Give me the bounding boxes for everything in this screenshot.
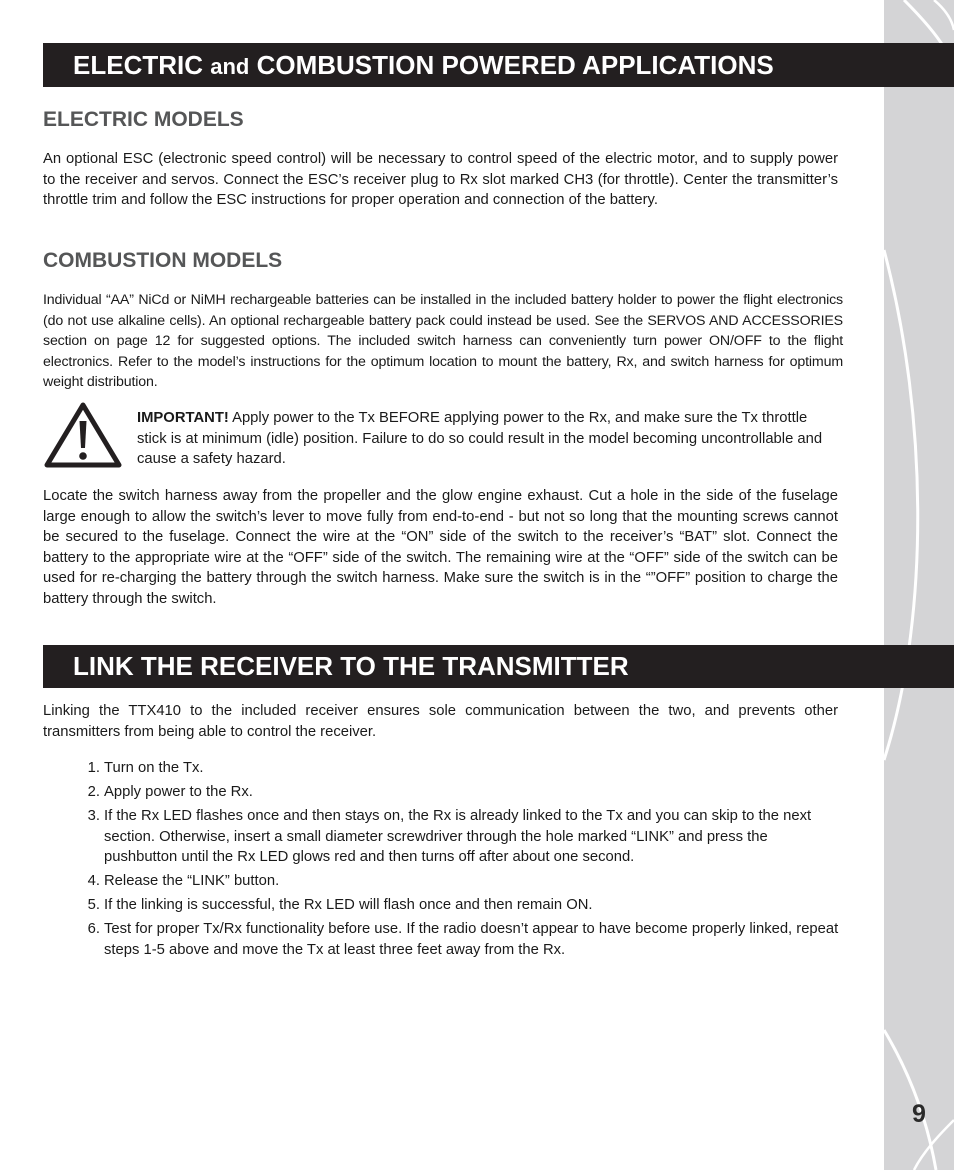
step-number: 3. xyxy=(87,808,100,824)
list-item xyxy=(80,758,842,779)
banner-title-part-1: ELECTRIC xyxy=(73,50,203,80)
step-number: 2. xyxy=(87,784,100,800)
combustion-models-heading: COMBUSTION MODELS xyxy=(43,249,283,272)
step-number: 1. xyxy=(87,760,100,776)
step-text: Release the “LINK” button. xyxy=(104,873,280,889)
list-item xyxy=(80,871,842,892)
section-banner-link-receiver xyxy=(43,645,954,688)
step-text: If the Rx LED flashes once and then stays on, the Rx is already linked to the Tx and you can skip to the next section. Otherwise, insert a small diameter screwdriver through the hole marked “LINK” and press the pushbutton until the Rx LED glows red and then turns off after about one second. xyxy=(104,808,812,865)
link-steps-list xyxy=(80,758,842,964)
list-item xyxy=(80,895,842,916)
page-number: 9 xyxy=(912,1100,926,1128)
step-text: If the linking is successful, the Rx LED will flash once and then remain ON. xyxy=(104,897,593,913)
step-number: 6. xyxy=(87,921,100,937)
list-item xyxy=(80,806,842,868)
switch-harness-text: Locate the switch harness away from the propeller and the glow engine exhaust. Cut a hole in the side of the fuselage large enough to allow the switch’s lever to move fully from end-to-end - but not so long that the mounting screws cannot be secured to the fuselage. Connect the wire at the “ON” side of the switch to the receiver’s “BAT” slot. Connect the battery to the appropriate wire at the “OFF” side of the switch. The remaining wire at the “OFF” side of the switch can be used for re-charging the battery through the switch harness. Make sure the switch is in the “”OFF” position to charge the battery through the switch. xyxy=(43,488,838,607)
decorative-arcs xyxy=(884,0,954,1170)
step-text: Test for proper Tx/Rx functionality before use. If the radio doesn’t appear to have become properly linked, repeat steps 1-5 above and move the Tx at least three feet away from the Rx. xyxy=(104,921,839,958)
section-banner-electric-combustion xyxy=(43,43,954,87)
step-number: 4. xyxy=(87,873,100,889)
electric-models-text: An optional ESC (electronic speed control) will be necessary to control speed of the electric motor, and to supply power to the receiver and servos. Connect the ESC’s receiver plug to Rx slot marked CH3 (for throttle). Center the transmitter’s throttle trim and follow the ESC instructions for proper operation and connection of the battery. xyxy=(43,151,838,208)
banner-title-and: and xyxy=(210,54,250,79)
step-text: Turn on the Tx. xyxy=(104,760,204,776)
step-number: 5. xyxy=(87,897,100,913)
list-item xyxy=(80,782,842,803)
important-notice xyxy=(137,408,839,470)
important-label: IMPORTANT! xyxy=(137,410,229,426)
banner-title-part-2: COMBUSTION POWERED APPLICATIONS xyxy=(256,50,774,80)
electric-models-heading: ELECTRIC MODELS xyxy=(43,108,244,131)
banner-title-link: LINK THE RECEIVER TO THE TRANSMITTER xyxy=(73,651,629,681)
link-intro-text: Linking the TTX410 to the included receiver ensures sole communication between the two, and prevents other transmitters from being able to control the receiver. xyxy=(43,703,838,740)
important-text: Apply power to the Tx BEFORE applying power to the Rx, and make sure the Tx throttle stick is at minimum (idle) position. Failure to do so could result in the model becoming uncontrollable and cause a safety hazard. xyxy=(137,410,823,467)
list-item xyxy=(80,919,842,960)
combustion-models-text: Individual “AA” NiCd or NiMH rechargeable batteries can be installed in the included battery holder to power the flight electronics (do not use alkaline cells). An optional rechargeable battery pack could instead be used. See the SERVOS AND ACCESSORIES section on page 12 for suggested options. The included switch harness can conveniently turn power ON/OFF to the flight electronics. Refer to the model’s instructions for the optimum location to mount the battery, Rx, and switch harness for optimum weight distribution. xyxy=(43,292,843,390)
page-sidebar xyxy=(884,0,954,1170)
warning-triangle-icon xyxy=(44,401,122,469)
step-text: Apply power to the Rx. xyxy=(104,784,253,800)
